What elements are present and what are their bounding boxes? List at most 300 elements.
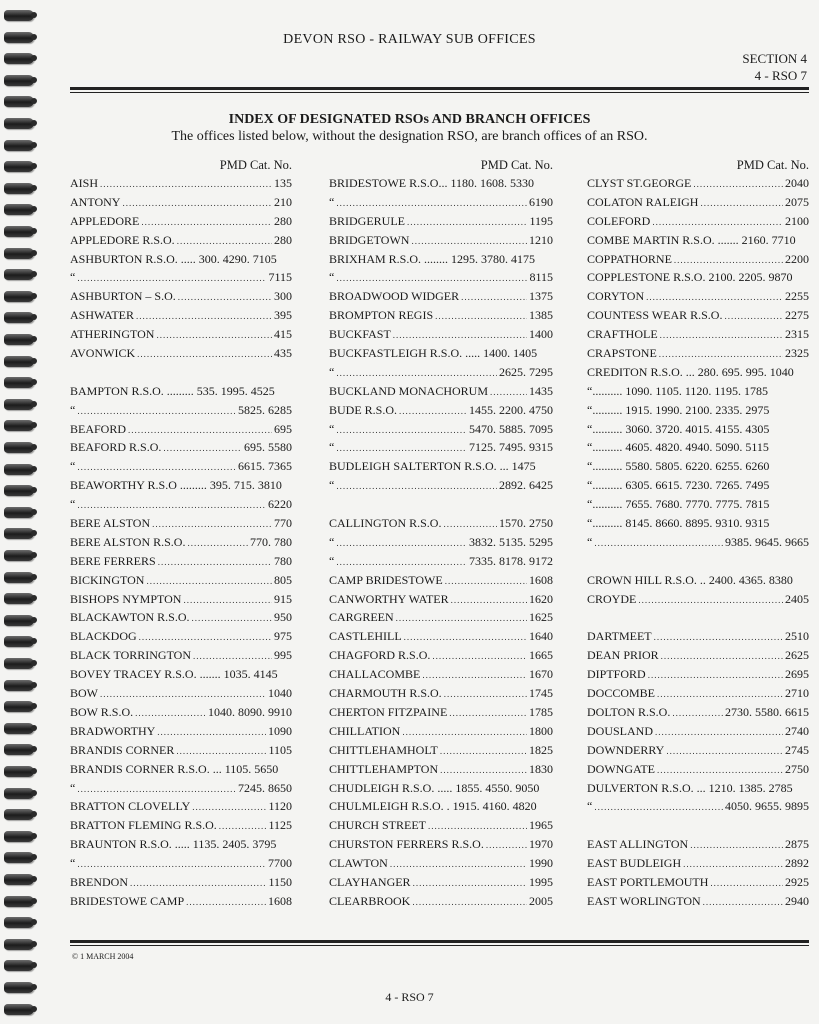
- section-number: SECTION 4: [742, 51, 807, 66]
- section-label: [742, 50, 807, 84]
- leader-dots: [77, 855, 266, 873]
- leader-dots: [724, 307, 783, 325]
- index-entry: [329, 438, 553, 457]
- index-entry: [587, 420, 809, 439]
- column-header: PMD Cat. No.: [480, 158, 553, 172]
- index-entry: [70, 476, 292, 495]
- catalogue-number: 1608: [529, 572, 553, 587]
- office-name: “.......... 6305. 6615. 7230. 7265. 7495: [587, 478, 770, 493]
- catalogue-number: 950: [274, 610, 292, 625]
- catalogue-number: 1800: [529, 723, 553, 738]
- spiral-coil: [4, 75, 34, 86]
- index-entry: [329, 495, 553, 514]
- catalogue-number: 1040. 8090. 9910: [208, 704, 292, 719]
- page-footer: 4 - RSO 7: [385, 990, 434, 1004]
- spiral-coil: [4, 788, 34, 799]
- catalogue-number: 1965: [529, 818, 553, 833]
- index-entry: [329, 684, 553, 703]
- office-name: “: [587, 799, 593, 814]
- index-entry: [329, 854, 553, 873]
- catalogue-number: 300: [274, 289, 292, 304]
- index-entry: [329, 816, 553, 835]
- spiral-coil: [4, 874, 34, 885]
- catalogue-number: 1830: [529, 761, 553, 776]
- spiral-coil: [4, 939, 34, 950]
- index-entry: [587, 495, 809, 514]
- catalogue-number: 2925: [785, 874, 809, 889]
- index-entry: [329, 741, 553, 760]
- leader-dots: [672, 704, 723, 722]
- leader-dots: [661, 647, 783, 665]
- catalogue-number: 5825. 6285: [238, 402, 292, 417]
- leader-dots: [660, 326, 783, 344]
- leader-dots: [594, 798, 723, 816]
- section-reference: 4 - RSO 7: [754, 68, 807, 83]
- index-entry: [70, 665, 292, 684]
- index-entry: [70, 344, 292, 363]
- catalogue-number: 2075: [785, 194, 809, 209]
- spiral-coil: [4, 658, 34, 669]
- index-entry: [70, 684, 292, 703]
- spiral-coil: [4, 53, 34, 64]
- office-name: CARGREEN: [329, 610, 394, 625]
- top-divider: [70, 87, 809, 93]
- leader-dots: [444, 685, 527, 703]
- office-name: CHURCH STREET: [329, 818, 427, 833]
- leader-dots: [77, 402, 236, 420]
- leader-dots: [100, 685, 266, 703]
- page-header-title: DEVON RSO - RAILWAY SUB OFFICES: [283, 32, 536, 47]
- index-entry: [70, 457, 292, 476]
- office-name: CHERTON FITZPAINE: [329, 704, 448, 719]
- office-name: ASHWATER: [70, 308, 135, 323]
- office-name: “: [329, 364, 335, 379]
- index-entry: [587, 401, 809, 420]
- spiral-coil: [4, 852, 34, 863]
- index-entry: [329, 344, 553, 363]
- catalogue-number: 2040: [785, 176, 809, 190]
- office-name: BUCKFAST: [329, 327, 391, 342]
- index-entry: [587, 854, 809, 873]
- leader-dots: [100, 175, 272, 193]
- leader-dots: [652, 213, 783, 231]
- office-name: COLATON RALEIGH: [587, 194, 699, 209]
- catalogue-number: 695: [274, 421, 292, 436]
- office-name: CHUDLEIGH R.S.O. ..... 1855. 4550. 9050: [329, 780, 540, 795]
- office-name: EAST WORLINGTON: [587, 893, 701, 908]
- index-entry: [70, 608, 292, 627]
- catalogue-number: 2892: [785, 856, 809, 871]
- leader-dots: [428, 817, 527, 835]
- leader-dots: [443, 515, 497, 533]
- leader-dots: [146, 572, 272, 590]
- catalogue-number: 7700: [268, 856, 292, 871]
- catalogue-number: 135: [274, 176, 292, 190]
- leader-dots: [77, 269, 266, 287]
- office-name: BLACKAWTON R.S.O.: [70, 610, 190, 625]
- leader-dots: [336, 439, 467, 457]
- index-entry: [70, 760, 292, 779]
- catalogue-number: 1970: [529, 837, 553, 852]
- spiral-binding: [0, 0, 40, 1024]
- office-name: BUDE R.S.O.: [329, 402, 398, 417]
- office-name: “: [70, 459, 76, 474]
- leader-dots: [646, 288, 783, 306]
- office-name: APPLEDORE R.S.O.: [70, 232, 175, 247]
- catalogue-number: 435: [274, 346, 292, 361]
- leader-dots: [393, 326, 527, 344]
- office-name: BLACK TORRINGTON: [70, 648, 192, 663]
- office-name: DEAN PRIOR: [587, 648, 659, 663]
- index-entry: [70, 231, 292, 250]
- catalogue-number: 395: [274, 308, 292, 323]
- index-entry: [329, 250, 553, 269]
- office-name: BOW: [70, 686, 98, 701]
- catalogue-number: 1455. 2200. 4750: [469, 402, 553, 417]
- spiral-coil: [4, 960, 34, 971]
- index-entry: [587, 250, 809, 269]
- index-entry: [329, 382, 553, 401]
- catalogue-number: 2892. 6425: [499, 478, 553, 493]
- office-name: “: [70, 402, 76, 417]
- index-entry: [329, 590, 553, 609]
- spiral-coil: [4, 226, 34, 237]
- catalogue-number: 695. 5580: [244, 440, 292, 455]
- office-name: BRENDON: [70, 874, 129, 889]
- index-entry: [329, 306, 553, 325]
- catalogue-number: 210: [274, 194, 292, 209]
- office-name: BEAFORD: [70, 421, 127, 436]
- spiral-coil: [4, 399, 34, 410]
- office-name: “: [329, 421, 335, 436]
- index-entry: [329, 363, 553, 382]
- spiral-coil: [4, 528, 34, 539]
- spiral-coil: [4, 334, 34, 345]
- leader-dots: [336, 364, 497, 382]
- office-name: BAMPTON R.S.O. ......... 535. 1995. 4525: [70, 383, 275, 398]
- office-name: CHULMLEIGH R.S.O. . 1915. 4160. 4820: [329, 799, 537, 814]
- office-name: BRANDIS CORNER: [70, 742, 175, 757]
- office-name: BISHOPS NYMPTON: [70, 591, 182, 606]
- catalogue-number: 2405: [785, 591, 809, 606]
- index-entry: [70, 779, 292, 798]
- index-entry: [70, 382, 292, 401]
- leader-dots: [176, 742, 266, 760]
- leader-dots: [128, 421, 272, 439]
- office-name: DOUSLAND: [587, 723, 653, 738]
- office-name: BRIDESTOWE CAMP: [70, 893, 185, 908]
- office-name: COMBE MARTIN R.S.O. ....... 2160. 7710: [587, 232, 796, 247]
- catalogue-number: 1195: [529, 213, 553, 228]
- index-column-2: [329, 156, 553, 911]
- leader-dots: [666, 742, 783, 760]
- spiral-coil: [4, 572, 34, 583]
- leader-dots: [413, 874, 527, 892]
- spiral-coil: [4, 248, 34, 259]
- office-name: CRAFTHOLE: [587, 327, 658, 342]
- office-name: BRAUNTON R.S.O. ..... 1135. 2405. 3795: [70, 837, 277, 852]
- spiral-coil: [4, 1004, 34, 1015]
- catalogue-number: 2200: [785, 251, 809, 266]
- leader-dots: [407, 213, 527, 231]
- office-name: DARTMEET: [587, 629, 652, 644]
- office-name: CHURSTON FERRERS R.S.O.: [329, 837, 484, 852]
- office-name: COPPATHORNE: [587, 251, 672, 266]
- leader-dots: [411, 232, 527, 250]
- catalogue-number: 415: [274, 327, 292, 342]
- index-entry: [70, 873, 292, 892]
- office-name: “: [70, 856, 76, 871]
- leader-dots: [659, 345, 783, 363]
- office-name: BRATTON FLEMING R.S.O.: [70, 818, 217, 833]
- spiral-coil: [4, 593, 34, 604]
- office-name: EAST BUDLEIGH: [587, 856, 682, 871]
- office-name: “.......... 7655. 7680. 7770. 7775. 7815: [587, 497, 770, 512]
- spiral-coil: [4, 291, 34, 302]
- office-name: CAMP BRIDESTOWE: [329, 572, 443, 587]
- leader-dots: [135, 704, 206, 722]
- index-entry: [70, 703, 292, 722]
- index-entry: [329, 608, 553, 627]
- index-entry: [587, 212, 809, 231]
- office-name: CHILLATION: [329, 723, 401, 738]
- index-entry: [329, 665, 553, 684]
- leader-dots: [336, 269, 527, 287]
- index-entry: [70, 287, 292, 306]
- spiral-coil: [4, 917, 34, 928]
- catalogue-number: 6190: [529, 194, 553, 209]
- spiral-coil: [4, 312, 34, 323]
- index-entry: [70, 816, 292, 835]
- catalogue-number: 2100: [785, 213, 809, 228]
- leader-dots: [445, 572, 527, 590]
- index-entry: [329, 552, 553, 571]
- leader-dots: [178, 288, 272, 306]
- catalogue-number: 2275: [785, 308, 809, 323]
- office-name: BUDLEIGH SALTERTON R.S.O. ... 1475: [329, 459, 536, 474]
- catalogue-number: 2005: [529, 893, 553, 908]
- index-entry: [329, 892, 553, 911]
- spiral-coil: [4, 420, 34, 431]
- leader-dots: [336, 194, 527, 212]
- office-name: “: [329, 553, 335, 568]
- index-entry: [587, 703, 809, 722]
- leader-dots: [141, 213, 272, 231]
- catalogue-number: 280: [274, 232, 292, 247]
- office-name: CRAPSTONE: [587, 346, 657, 361]
- office-name: DIPTFORD: [587, 667, 646, 682]
- office-name: DOWNDERRY: [587, 742, 665, 757]
- catalogue-number: 7125. 7495. 9315: [469, 440, 553, 455]
- spiral-coil: [4, 615, 34, 626]
- leader-dots: [402, 723, 527, 741]
- leader-dots: [158, 553, 272, 571]
- spiral-coil: [4, 10, 34, 21]
- leader-dots: [177, 232, 272, 250]
- leader-dots: [690, 836, 783, 854]
- leader-dots: [657, 761, 783, 779]
- catalogue-number: 3832. 5135. 5295: [469, 534, 553, 549]
- index-entry: [587, 627, 809, 646]
- index-entry: [70, 363, 292, 382]
- catalogue-number: 770: [274, 516, 292, 531]
- leader-dots: [336, 553, 467, 571]
- office-name: CHARMOUTH R.S.O.: [329, 686, 442, 701]
- index-entry: [587, 665, 809, 684]
- index-entry: [329, 457, 553, 476]
- catalogue-number: 2940: [785, 893, 809, 908]
- catalogue-number: 915: [274, 591, 292, 606]
- index-entry: [70, 514, 292, 533]
- index-entry: [70, 174, 292, 193]
- office-name: COPPLESTONE R.S.O. 2100. 2205. 9870: [587, 270, 793, 285]
- index-entry: [329, 722, 553, 741]
- office-name: CLAWTON: [329, 856, 388, 871]
- catalogue-number: 2750: [785, 761, 809, 776]
- catalogue-number: 2710: [785, 686, 809, 701]
- office-name: EAST ALLINGTON: [587, 837, 689, 852]
- index-entry: [587, 174, 809, 193]
- leader-dots: [449, 704, 527, 722]
- catalogue-number: 1120: [268, 799, 292, 814]
- catalogue-number: 2875: [785, 837, 809, 852]
- leader-dots: [130, 874, 266, 892]
- index-entry: [587, 476, 809, 495]
- index-entry: [587, 268, 809, 287]
- index-entry: [70, 722, 292, 741]
- office-name: BROADWOOD WIDGER: [329, 289, 460, 304]
- office-name: CLYST ST.GEORGE: [587, 176, 692, 190]
- catalogue-number: 975: [274, 629, 292, 644]
- spiral-coil: [4, 377, 34, 388]
- catalogue-number: 6615. 7365: [238, 459, 292, 474]
- catalogue-number: 1640: [529, 629, 553, 644]
- spiral-coil: [4, 723, 34, 734]
- office-name: CREDITON R.S.O. ... 280. 695. 995. 1040: [587, 364, 794, 379]
- index-entry: [587, 193, 809, 212]
- index-entry: [587, 514, 809, 533]
- index-entry: [329, 533, 553, 552]
- office-name: “.......... 3060. 3720. 4015. 4155. 4305: [587, 421, 770, 436]
- catalogue-number: 2510: [785, 629, 809, 644]
- office-name: AVONWICK: [70, 346, 136, 361]
- catalogue-number: 1670: [529, 667, 553, 682]
- office-name: “: [587, 534, 593, 549]
- office-name: BRADWORTHY: [70, 723, 156, 738]
- spiral-coil: [4, 485, 34, 496]
- office-name: “.......... 8145. 8660. 8895. 9310. 9315: [587, 516, 770, 531]
- office-name: BERE ALSTON R.S.O.: [70, 534, 186, 549]
- office-name: BRIDGETOWN: [329, 232, 410, 247]
- office-name: CROYDE: [587, 591, 637, 606]
- office-name: ASHBURTON R.S.O. ..... 300. 4290. 7105: [70, 251, 277, 266]
- office-name: BOVEY TRACEY R.S.O. ....... 1035. 4145: [70, 667, 278, 682]
- index-entry: [70, 325, 292, 344]
- leader-dots: [156, 326, 272, 344]
- office-name: CHAGFORD R.S.O.: [329, 648, 431, 663]
- office-name: AISH: [70, 176, 99, 190]
- catalogue-number: 2315: [785, 327, 809, 342]
- office-name: BRIXHAM R.S.O. ........ 1295. 3780. 4175: [329, 251, 536, 266]
- leader-dots: [157, 723, 266, 741]
- leader-dots: [594, 534, 723, 552]
- catalogue-number: 1608: [268, 893, 292, 908]
- catalogue-number: 1745: [529, 686, 553, 701]
- index-entry: [329, 646, 553, 665]
- leader-dots: [422, 666, 527, 684]
- catalogue-number: 770. 780: [250, 534, 292, 549]
- office-name: “: [329, 194, 335, 209]
- spiral-coil: [4, 680, 34, 691]
- leader-dots: [435, 307, 527, 325]
- office-name: BUCKFASTLEIGH R.S.O. ..... 1400. 1405: [329, 346, 538, 361]
- office-name: DOCCOMBE: [587, 686, 656, 701]
- spiral-coil: [4, 831, 34, 842]
- spiral-coil: [4, 896, 34, 907]
- office-name: BUCKLAND MONACHORUM: [329, 383, 489, 398]
- office-name: ANTONY: [70, 194, 121, 209]
- office-name: APPLEDORE: [70, 213, 140, 228]
- catalogue-number: 2625. 7295: [499, 364, 553, 379]
- office-name: “.......... 1915. 1990. 2100. 2335. 2975: [587, 402, 770, 417]
- index-entry: [70, 854, 292, 873]
- office-name: BRANDIS CORNER R.S.O. ... 1105. 5650: [70, 761, 279, 776]
- index-entry: [587, 306, 809, 325]
- index-entry: [70, 741, 292, 760]
- leader-dots: [412, 893, 527, 911]
- catalogue-number: 1825: [529, 742, 553, 757]
- index-entry: [70, 533, 292, 552]
- spiral-coil: [4, 744, 34, 755]
- spiral-coil: [4, 636, 34, 647]
- index-entry: [329, 287, 553, 306]
- catalogue-number: 1150: [268, 874, 292, 889]
- catalogue-number: 1125: [268, 818, 292, 833]
- office-name: BERE ALSTON: [70, 516, 151, 531]
- leader-dots: [137, 345, 272, 363]
- leader-dots: [186, 893, 266, 911]
- office-name: ATHERINGTON: [70, 327, 155, 342]
- index-entry: [70, 268, 292, 287]
- office-name: “: [329, 440, 335, 455]
- index-entry: [329, 703, 553, 722]
- index-entry: [329, 797, 553, 816]
- catalogue-number: 1995: [529, 874, 553, 889]
- index-entry: [70, 571, 292, 590]
- index-entry: [587, 608, 809, 627]
- index-entry: [70, 797, 292, 816]
- index-entry: [70, 420, 292, 439]
- catalogue-number: 7335. 8178. 9172: [469, 553, 553, 568]
- leader-dots: [152, 515, 272, 533]
- leader-dots: [404, 628, 527, 646]
- leader-dots: [192, 609, 273, 627]
- index-entry: [329, 401, 553, 420]
- bottom-divider: [70, 940, 809, 946]
- office-name: CANWORTHY WATER: [329, 591, 449, 606]
- leader-dots: [139, 628, 272, 646]
- catalogue-number: 1990: [529, 856, 553, 871]
- index-entry: [587, 457, 809, 476]
- office-name: CHALLACOMBE: [329, 667, 421, 682]
- office-name: “.......... 4605. 4820. 4940. 5090. 5115: [587, 440, 769, 455]
- index-subtitle: The offices listed below, without the designation RSO, are branch offices of an RSO.: [171, 129, 648, 144]
- leader-dots: [399, 402, 467, 420]
- office-name: “: [329, 534, 335, 549]
- index-entry: [70, 495, 292, 514]
- spiral-coil: [4, 161, 34, 172]
- catalogue-number: 1625: [529, 610, 553, 625]
